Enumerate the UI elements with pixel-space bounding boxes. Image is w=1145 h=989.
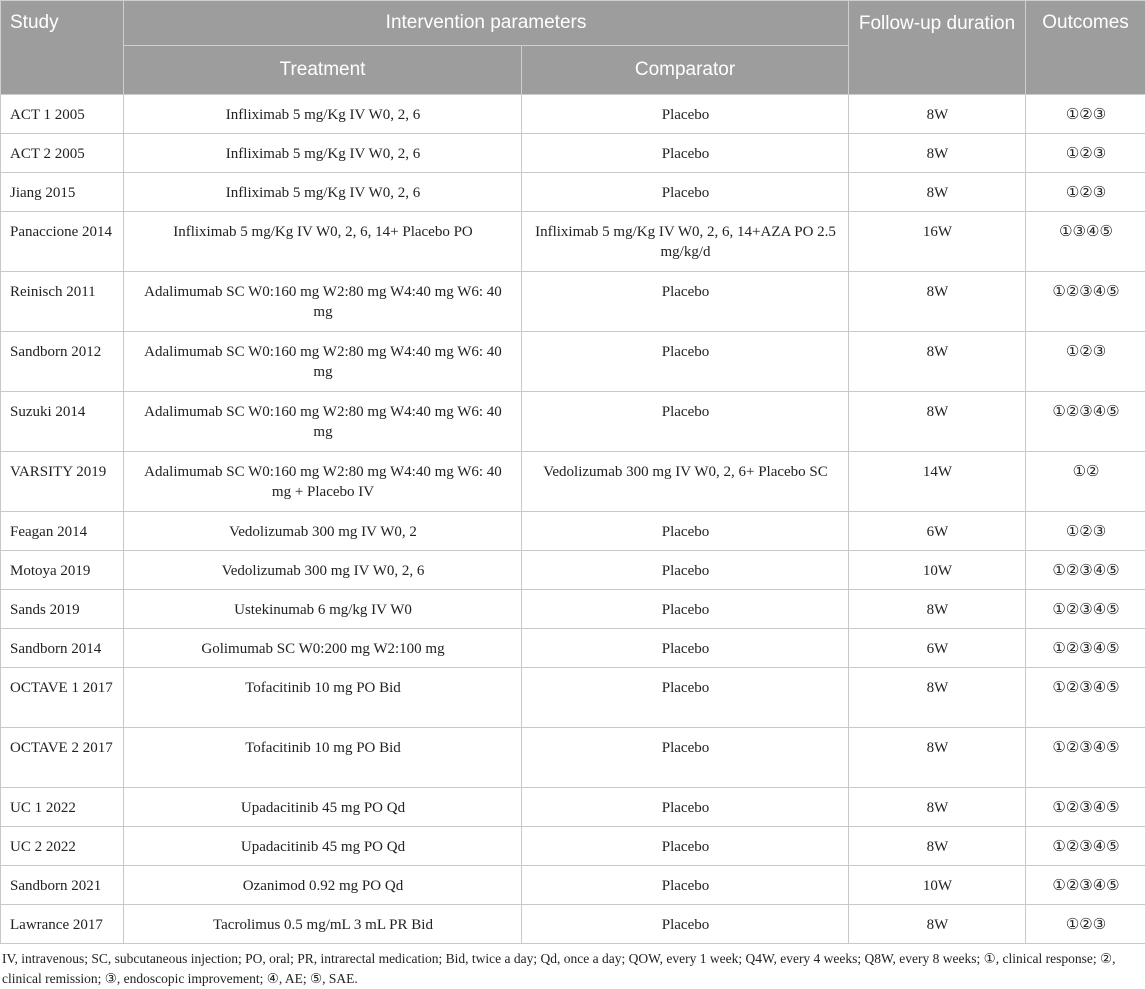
cell-treatment: Vedolizumab 300 mg IV W0, 2: [124, 512, 522, 551]
table-row: [1, 668, 1145, 728]
cell-study: Suzuki 2014: [1, 392, 124, 452]
cell-treatment: Infliximab 5 mg/Kg IV W0, 2, 6, 14+ Placebo PO: [124, 212, 522, 272]
cell-comparator: Placebo: [522, 728, 849, 788]
cell-comparator: Placebo: [522, 905, 849, 944]
cell-outcomes: ①②③④⑤: [1026, 629, 1145, 668]
cell-follow-up: 8W: [849, 905, 1026, 944]
cell-study: UC 2 2022: [1, 827, 124, 866]
cell-follow-up: 8W: [849, 728, 1026, 788]
cell-treatment: Tacrolimus 0.5 mg/mL 3 mL PR Bid: [124, 905, 522, 944]
cell-study: Sands 2019: [1, 590, 124, 629]
cell-comparator: Placebo: [522, 668, 849, 728]
cell-treatment: Golimumab SC W0:200 mg W2:100 mg: [124, 629, 522, 668]
cell-follow-up: 8W: [849, 827, 1026, 866]
cell-study: Lawrance 2017: [1, 905, 124, 944]
header-outcomes: Outcomes: [1026, 1, 1145, 95]
cell-outcomes: ①②③④⑤: [1026, 590, 1145, 629]
cell-follow-up: 10W: [849, 551, 1026, 590]
cell-outcomes: ①②③: [1026, 134, 1145, 173]
cell-comparator: Vedolizumab 300 mg IV W0, 2, 6+ Placebo SC: [522, 452, 849, 512]
cell-follow-up: 16W: [849, 212, 1026, 272]
cell-follow-up: 6W: [849, 629, 1026, 668]
cell-outcomes: ①②③: [1026, 332, 1145, 392]
cell-study: ACT 2 2005: [1, 134, 124, 173]
cell-treatment: Upadacitinib 45 mg PO Qd: [124, 788, 522, 827]
table-row: [1, 512, 1145, 551]
cell-study: ACT 1 2005: [1, 95, 124, 134]
cell-study: Sandborn 2014: [1, 629, 124, 668]
cell-treatment: Vedolizumab 300 mg IV W0, 2, 6: [124, 551, 522, 590]
cell-outcomes: ①②③: [1026, 512, 1145, 551]
table-row: [1, 95, 1145, 134]
table-row: [1, 332, 1145, 392]
header-follow-up-duration: Follow-up duration: [849, 1, 1026, 95]
cell-follow-up: 8W: [849, 173, 1026, 212]
cell-outcomes: ①③④⑤: [1026, 212, 1145, 272]
cell-follow-up: 8W: [849, 332, 1026, 392]
cell-treatment: Infliximab 5 mg/Kg IV W0, 2, 6: [124, 95, 522, 134]
cell-comparator: Placebo: [522, 629, 849, 668]
cell-treatment: Adalimumab SC W0:160 mg W2:80 mg W4:40 mg W6: 40 mg: [124, 272, 522, 332]
cell-comparator: Placebo: [522, 590, 849, 629]
table-row: [1, 629, 1145, 668]
cell-follow-up: 8W: [849, 272, 1026, 332]
cell-treatment: Upadacitinib 45 mg PO Qd: [124, 827, 522, 866]
cell-treatment: Adalimumab SC W0:160 mg W2:80 mg W4:40 mg W6: 40 mg: [124, 332, 522, 392]
cell-study: OCTAVE 1 2017: [1, 668, 124, 728]
cell-comparator: Placebo: [522, 551, 849, 590]
cell-study: Sandborn 2021: [1, 866, 124, 905]
cell-comparator: Infliximab 5 mg/Kg IV W0, 2, 6, 14+AZA PO 2.5 mg/kg/d: [522, 212, 849, 272]
cell-outcomes: ①②③④⑤: [1026, 788, 1145, 827]
cell-study: Feagan 2014: [1, 512, 124, 551]
cell-follow-up: 10W: [849, 866, 1026, 905]
cell-comparator: Placebo: [522, 866, 849, 905]
cell-treatment: Ozanimod 0.92 mg PO Qd: [124, 866, 522, 905]
cell-follow-up: 6W: [849, 512, 1026, 551]
cell-comparator: Placebo: [522, 272, 849, 332]
cell-comparator: Placebo: [522, 827, 849, 866]
table-footnote: IV, intravenous; SC, subcutaneous injection; PO, oral; PR, intrarectal medication; Bid, twice a day; Qd, once a day; QOW, every 1 week; Q4W, every 4 weeks; Q8W, every 8 weeks; ①, clinical response; ②, clinical remission; ③, endoscopic improvement; ④, AE; ⑤, SAE.: [0, 944, 1145, 989]
cell-study: VARSITY 2019: [1, 452, 124, 512]
cell-outcomes: ①②③④⑤: [1026, 392, 1145, 452]
cell-follow-up: 8W: [849, 95, 1026, 134]
cell-outcomes: ①②③④⑤: [1026, 827, 1145, 866]
cell-comparator: Placebo: [522, 173, 849, 212]
header-study: Study: [1, 1, 124, 95]
table-row: [1, 827, 1145, 866]
cell-study: Motoya 2019: [1, 551, 124, 590]
table-row: [1, 551, 1145, 590]
header-treatment: Treatment: [124, 46, 522, 95]
cell-follow-up: 8W: [849, 788, 1026, 827]
cell-comparator: Placebo: [522, 332, 849, 392]
cell-study: Jiang 2015: [1, 173, 124, 212]
cell-study: Sandborn 2012: [1, 332, 124, 392]
cell-outcomes: ①②③: [1026, 95, 1145, 134]
cell-treatment: Ustekinumab 6 mg/kg IV W0: [124, 590, 522, 629]
cell-treatment: Infliximab 5 mg/Kg IV W0, 2, 6: [124, 134, 522, 173]
cell-study: Reinisch 2011: [1, 272, 124, 332]
table-row: [1, 173, 1145, 212]
cell-outcomes: ①②③: [1026, 905, 1145, 944]
table-row: [1, 392, 1145, 452]
cell-treatment: Infliximab 5 mg/Kg IV W0, 2, 6: [124, 173, 522, 212]
table-row: [1, 134, 1145, 173]
table-row: [1, 905, 1145, 944]
cell-follow-up: 8W: [849, 668, 1026, 728]
cell-outcomes: ①②: [1026, 452, 1145, 512]
table-row: [1, 590, 1145, 629]
cell-treatment: Tofacitinib 10 mg PO Bid: [124, 668, 522, 728]
cell-follow-up: 8W: [849, 134, 1026, 173]
table-row: [1, 728, 1145, 788]
header-intervention-parameters: Intervention parameters: [124, 1, 849, 46]
table-row: [1, 452, 1145, 512]
cell-outcomes: ①②③④⑤: [1026, 668, 1145, 728]
cell-follow-up: 8W: [849, 392, 1026, 452]
cell-outcomes: ①②③: [1026, 173, 1145, 212]
cell-outcomes: ①②③④⑤: [1026, 272, 1145, 332]
cell-outcomes: ①②③④⑤: [1026, 728, 1145, 788]
table-body: [1, 95, 1145, 944]
cell-comparator: Placebo: [522, 512, 849, 551]
cell-follow-up: 8W: [849, 590, 1026, 629]
table-row: [1, 272, 1145, 332]
cell-comparator: Placebo: [522, 392, 849, 452]
header-comparator: Comparator: [522, 46, 849, 95]
table-header: [1, 1, 1145, 95]
cell-comparator: Placebo: [522, 134, 849, 173]
cell-follow-up: 14W: [849, 452, 1026, 512]
cell-comparator: Placebo: [522, 95, 849, 134]
cell-study: OCTAVE 2 2017: [1, 728, 124, 788]
table-row: [1, 866, 1145, 905]
cell-comparator: Placebo: [522, 788, 849, 827]
cell-outcomes: ①②③④⑤: [1026, 551, 1145, 590]
table-row: [1, 212, 1145, 272]
cell-treatment: Adalimumab SC W0:160 mg W2:80 mg W4:40 mg W6: 40 mg: [124, 392, 522, 452]
cell-treatment: Tofacitinib 10 mg PO Bid: [124, 728, 522, 788]
cell-treatment: Adalimumab SC W0:160 mg W2:80 mg W4:40 mg W6: 40 mg + Placebo IV: [124, 452, 522, 512]
cell-study: Panaccione 2014: [1, 212, 124, 272]
cell-study: UC 1 2022: [1, 788, 124, 827]
cell-outcomes: ①②③④⑤: [1026, 866, 1145, 905]
table-row: [1, 788, 1145, 827]
